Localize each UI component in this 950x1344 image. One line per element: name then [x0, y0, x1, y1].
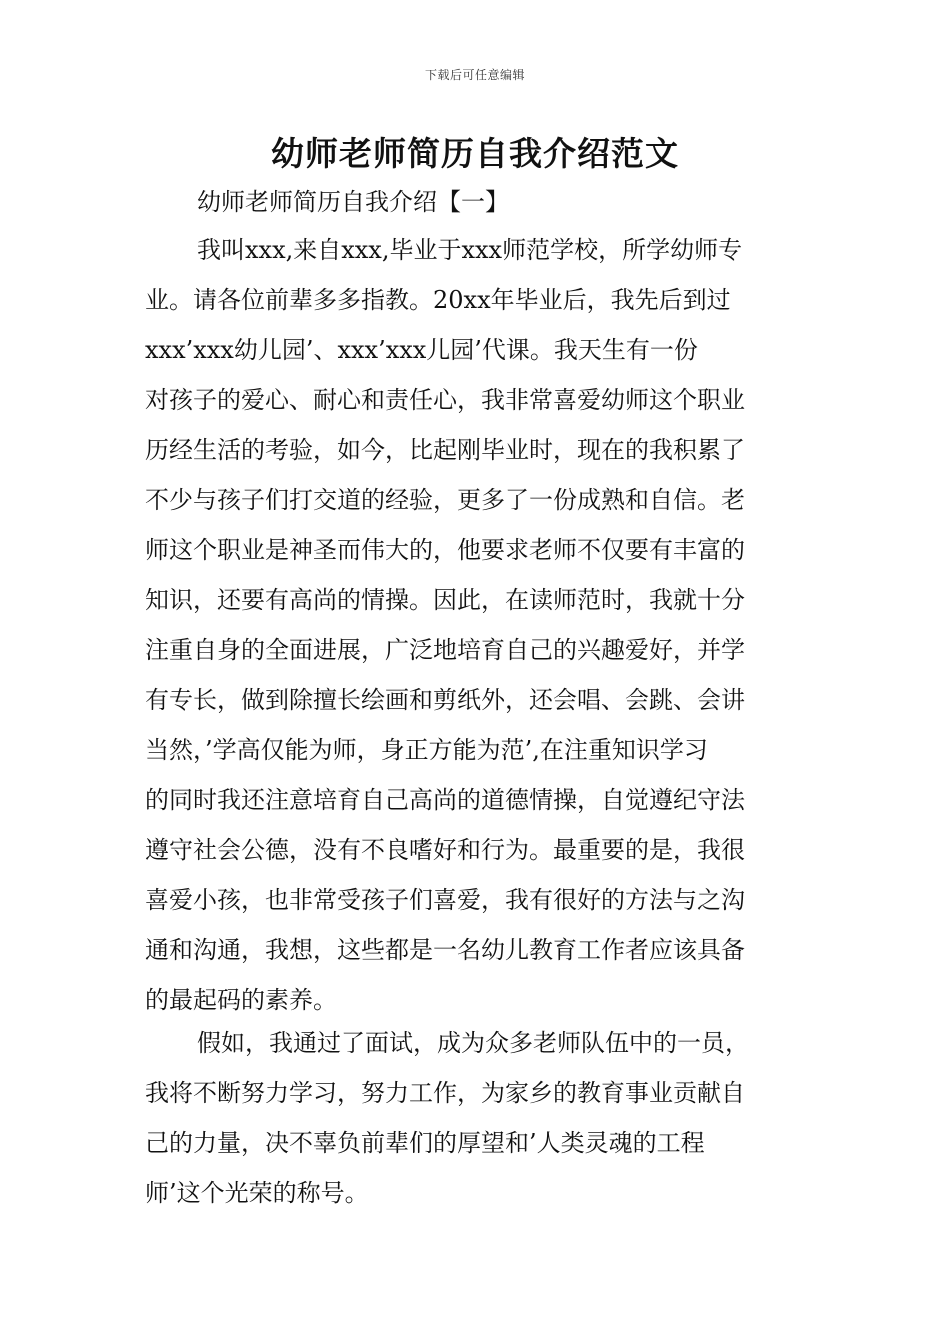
paragraph-line: 师’这个光荣的称号。 — [145, 1179, 369, 1207]
paragraph-line: 业。请各位前辈多多指教。20xx年毕业后，我先后到过 — [145, 286, 731, 314]
paragraph-line: 的最起码的素养。 — [145, 986, 337, 1014]
header-note: 下载后可任意编辑 — [424, 68, 525, 82]
paragraph-line: 注重自身的全面进展，广泛地培育自己的兴趣爱好，并学 — [145, 636, 745, 664]
paragraph-line: 我将不断努力学习，努力工作，为家乡的教育事业贡献自 — [145, 1079, 745, 1107]
paragraph-line: 不少与孩子们打交道的经验，更多了一份成熟和自信。老 — [145, 486, 745, 514]
paragraph-1 — [145, 225, 810, 1025]
paragraph-line: 对孩子的爱心、耐心和责任心，我非常喜爱幼师这个职业 — [145, 386, 745, 414]
paragraph-line: 通和沟通，我想，这些都是一名幼儿教育工作者应该具备 — [145, 936, 745, 964]
paragraph-line: xxx’xxx幼儿园’、xxx’xxx儿园’代课。我天生有一份 — [145, 336, 698, 364]
paragraph-line: 假如，我通过了面试，成为众多老师队伍中的一员， — [197, 1029, 749, 1057]
paragraph-line: 己的力量，决不辜负前辈们的厚望和’人类灵魂的工程 — [145, 1129, 705, 1157]
paragraph-line: 当然，’学高仅能为师，身正方能为范’,在注重知识学习 — [145, 736, 708, 764]
paragraph-line: 知识，还要有高尚的情操。因此，在读师范时，我就十分 — [145, 586, 745, 614]
paragraph-line: 师这个职业是神圣而伟大的，他要求老师不仅要有丰富的 — [145, 536, 745, 564]
paragraph-line: 我叫xxx,来自xxx,毕业于xxx师范学校，所学幼师专 — [197, 236, 743, 264]
paragraph-2 — [145, 1018, 810, 1218]
paragraph-line: 喜爱小孩，也非常受孩子们喜爱，我有很好的方法与之沟 — [145, 886, 745, 914]
paragraph-line: 遵守社会公德，没有不良嗜好和行为。最重要的是，我很 — [145, 836, 745, 864]
document-title: 幼师老师简历自我介绍范文 — [271, 134, 679, 173]
paragraph-line: 有专长，做到除擅长绘画和剪纸外，还会唱、会跳、会讲 — [145, 686, 745, 714]
paragraph-line: 历经生活的考验，如今，比起刚毕业时，现在的我积累了 — [145, 436, 745, 464]
section-subtitle: 幼师老师简历自我介绍【一】 — [197, 188, 509, 216]
paragraph-line: 的同时我还注意培育自己高尚的道德情操，自觉遵纪守法 — [145, 786, 745, 814]
